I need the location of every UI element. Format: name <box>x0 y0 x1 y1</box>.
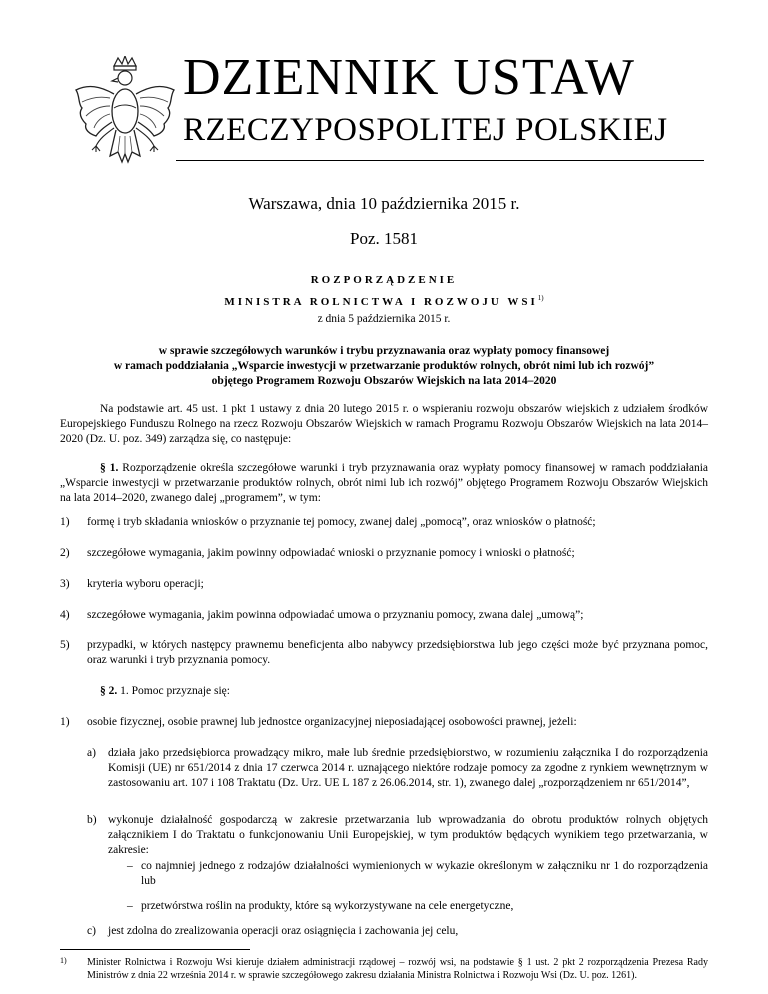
polish-eagle-emblem-icon <box>70 56 180 176</box>
footnote-text: Minister Rolnictwa i Rozwoju Wsi kieruje działem administracji rządowej – rozwój wsi, na podstawie § 1 ust. 2 pkt 2 rozporządzenia Prezesa Rady Ministrów z dnia 22 września 2014 r. w sprawie szczegółowego zakresu działania Ministra Rolnictwa i Rozwoju Wsi (Dz. U. poz. 1261). <box>87 957 708 981</box>
act-subject-line: w ramach poddziałania „Wsparcie inwestycji w przetwarzanie produktów rolnych, obrót nimi lub ich rozwój” <box>113 360 655 372</box>
section-1 <box>60 461 708 506</box>
act-date: z dnia 5 października 2015 r. <box>317 313 451 325</box>
dash-marker: – <box>127 900 133 912</box>
section-1-text: Rozporządzenie określa szczegółowe warunki i tryb przyznawania oraz wypłaty pomocy finansowej w ramach poddziałania „Wsparcie inwestycji w przetwarzanie produktów rolnych, obrót nimi lub ich rozwój” objętego Programem Rozwoju Obszarów Wiejskich na lata 2014–2020, zwanego dalej „programem”, w tym: <box>60 462 709 504</box>
list-item-text: przypadki, w których następcy prawnemu beneficjenta albo nabywcy przedsiębiorstwa lub jego części może być przyznana pomoc, oraz warunki i tryb przyznania pomocy. <box>87 639 708 666</box>
list-item-text: osobie fizycznej, osobie prawnej lub jednostce organizacyjnej nieposiadającej osobowości prawnej, jeżeli: <box>87 716 577 728</box>
dash-marker: – <box>127 860 133 872</box>
publication-position: Poz. 1581 <box>350 229 418 248</box>
list-item-number: 3) <box>60 578 70 590</box>
act-issuer <box>0 291 768 309</box>
act-subject-line: w sprawie szczegółowych warunków i trybu przyznawania oraz wypłaty pomocy finansowej <box>158 345 610 357</box>
sub-item-text: jest zdolna do zrealizowania operacji oraz osiągnięcia i zachowania jej celu, <box>108 925 459 937</box>
section-marker: § 1. <box>100 462 119 474</box>
list-item-number: 1) <box>60 716 70 728</box>
journal-title: DZIENNIK USTAW <box>183 49 635 106</box>
sub-item-letter: b) <box>87 814 97 826</box>
section-2-text: 1. Pomoc przyznaje się: <box>120 685 230 697</box>
sub-item-text: działa jako przedsiębiorca prowadzący mikro, małe lub średnie przedsiębiorstwo, w rozumieniu załącznika I do rozporządzenia Komisji (UE) nr 651/2014 z dnia 17 czerwca 2014 r. uznającego niektóre rodzaje pomocy za zgodne z rynkiem wewnętrznym w zastosowaniu art. 107 i 108 Traktatu (Dz. Urz. UE L 187 z 26.06.2014, str. 1), zwanego dalej „rozporządzeniem nr 651/2014”, <box>108 747 708 789</box>
list-item-text: kryteria wyboru operacji; <box>87 578 204 590</box>
list-item-number: 4) <box>60 609 70 621</box>
list-item-number: 1) <box>60 516 70 528</box>
list-item-number: 2) <box>60 547 70 559</box>
publication-date: Warszawa, dnia 10 października 2015 r. <box>248 194 520 213</box>
preamble: Na podstawie art. 45 ust. 1 pkt 1 ustawy z dnia 20 lutego 2015 r. o wspieraniu rozwoju obszarów wiejskich z udziałem środków Europejskiego Funduszu Rolnego na rzecz Rozwoju Obszarów Wiejskich w ramach Programu Rozwoju Obszarów Wiejskich na lata 2014–2020 (Dz. U. poz. 349) zarządza się, co następuje: <box>60 403 708 445</box>
act-subject-line: objętego Programem Rozwoju Obszarów Wiejskich na lata 2014–2020 <box>211 375 557 387</box>
title-rule <box>176 160 704 161</box>
journal-subtitle: RZECZYPOSPOLITEJ POLSKIEJ <box>183 112 668 148</box>
list-item-text: szczegółowe wymagania, jakim powinna odpowiadać umowa o przyznaniu pomocy, zwana dalej „umową”; <box>87 609 584 621</box>
section-2 <box>60 684 708 699</box>
list-item-number: 5) <box>60 639 70 651</box>
issuer-footnote-ref: 1) <box>537 294 544 302</box>
dash-item-text: co najmniej jednego z rodzajów działalności wymienionych w wykazie określonym w załączniku nr 1 do rozporządzenia lub <box>141 860 708 887</box>
footnote-number: 1) <box>60 956 67 965</box>
list-item-text: szczegółowe wymagania, jakim powinny odpowiadać wnioski o przyznanie pomocy i wnioski o płatność; <box>87 547 575 559</box>
sub-item-text: wykonuje działalność gospodarczą w zakresie przetwarzania lub wprowadzania do obrotu produktów rolnych objętych załącznikiem I do Traktatu o funkcjonowaniu Unii Europejskiej, w tym produktów będących wynikiem tego przetwarzania, w zakresie: <box>108 814 708 856</box>
act-issuer-text: MINISTRA ROLNICTWA I ROZWOJU WSI <box>224 296 538 308</box>
act-subject <box>60 344 708 389</box>
act-type: ROZPORZĄDZENIE <box>310 274 458 286</box>
footnote-rule <box>60 949 250 950</box>
sub-item-letter: c) <box>87 925 96 937</box>
section-marker: § 2. <box>100 685 118 697</box>
dash-item-text: przetwórstwa roślin na produkty, które są wykorzystywane na cele energetyczne, <box>141 900 514 912</box>
sub-item-letter: a) <box>87 747 96 759</box>
list-item-text: formę i tryb składania wniosków o przyznanie tej pomocy, zwanej dalej „pomocą”, oraz wniosków o płatność; <box>87 516 596 528</box>
